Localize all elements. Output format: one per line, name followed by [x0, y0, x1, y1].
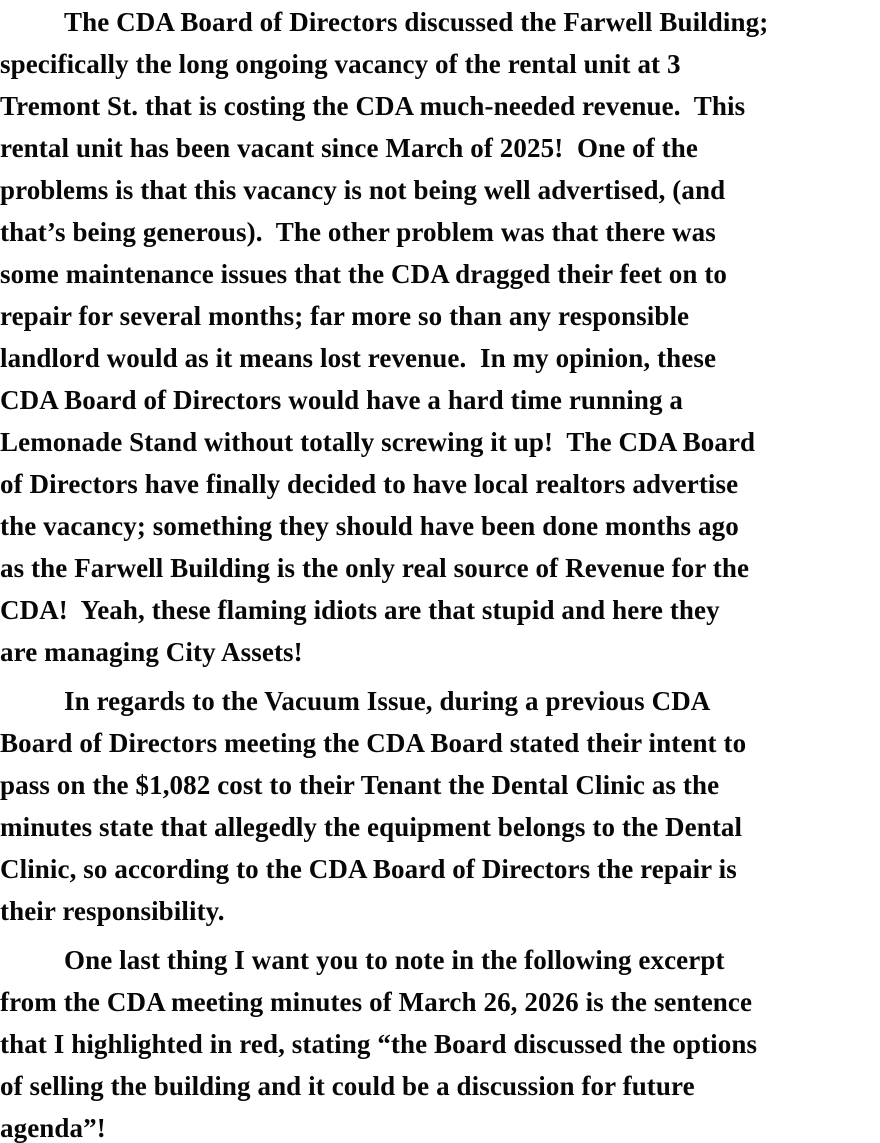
text-line: In regards to the Vacuum Issue, during a previous CDA	[64, 686, 711, 716]
text-line: agenda”!	[0, 1113, 106, 1143]
text-line: minutes state that allegedly the equipment belongs to the Dental	[0, 812, 743, 842]
paragraph	[0, 680, 880, 932]
text-line: CDA Board of Directors would have a hard time running a	[0, 385, 684, 415]
text-line: The CDA Board of Directors discussed the Farwell Building;	[64, 7, 769, 37]
text-line: CDA! Yeah, these flaming idiots are that stupid and here they	[0, 595, 720, 625]
text-line: of Directors have finally decided to have local realtors advertise	[0, 469, 739, 499]
text-line: as the Farwell Building is the only real source of Revenue for the	[0, 553, 750, 583]
paragraph	[0, 1, 880, 673]
text-line: One last thing I want you to note in the following excerpt	[64, 945, 725, 975]
document-body	[0, 1, 880, 1143]
text-line: the vacancy; something they should have been done months ago	[0, 511, 739, 541]
text-line: from the CDA meeting minutes of March 26, 2026 is the sentence	[0, 987, 753, 1017]
text-line: specifically the long ongoing vacancy of the rental unit at 3	[0, 49, 681, 79]
text-line: are managing City Assets!	[0, 637, 303, 667]
text-line: Lemonade Stand without totally screwing it up! The CDA Board	[0, 427, 756, 457]
text-line: Clinic, so according to the CDA Board of Directors the repair is	[0, 854, 737, 884]
paragraph	[0, 939, 880, 1143]
text-line: that I highlighted in red, stating “the Board discussed the options	[0, 1029, 758, 1059]
text-line: Board of Directors meeting the CDA Board stated their intent to	[0, 728, 747, 758]
text-line: repair for several months; far more so than any responsible	[0, 301, 690, 331]
text-line: that’s being generous). The other problem was that there was	[0, 217, 716, 247]
text-line: Tremont St. that is costing the CDA much-needed revenue. This	[0, 91, 746, 121]
text-line: problems is that this vacancy is not being well advertised, (and	[0, 175, 726, 205]
text-line: some maintenance issues that the CDA dragged their feet on to	[0, 259, 728, 289]
text-line: their responsibility.	[0, 896, 225, 926]
text-line: of selling the building and it could be a discussion for future	[0, 1071, 695, 1101]
text-line: landlord would as it means lost revenue. In my opinion, these	[0, 343, 717, 373]
text-line: rental unit has been vacant since March of 2025! One of the	[0, 133, 698, 163]
text-line: pass on the $1,082 cost to their Tenant the Dental Clinic as the	[0, 770, 720, 800]
